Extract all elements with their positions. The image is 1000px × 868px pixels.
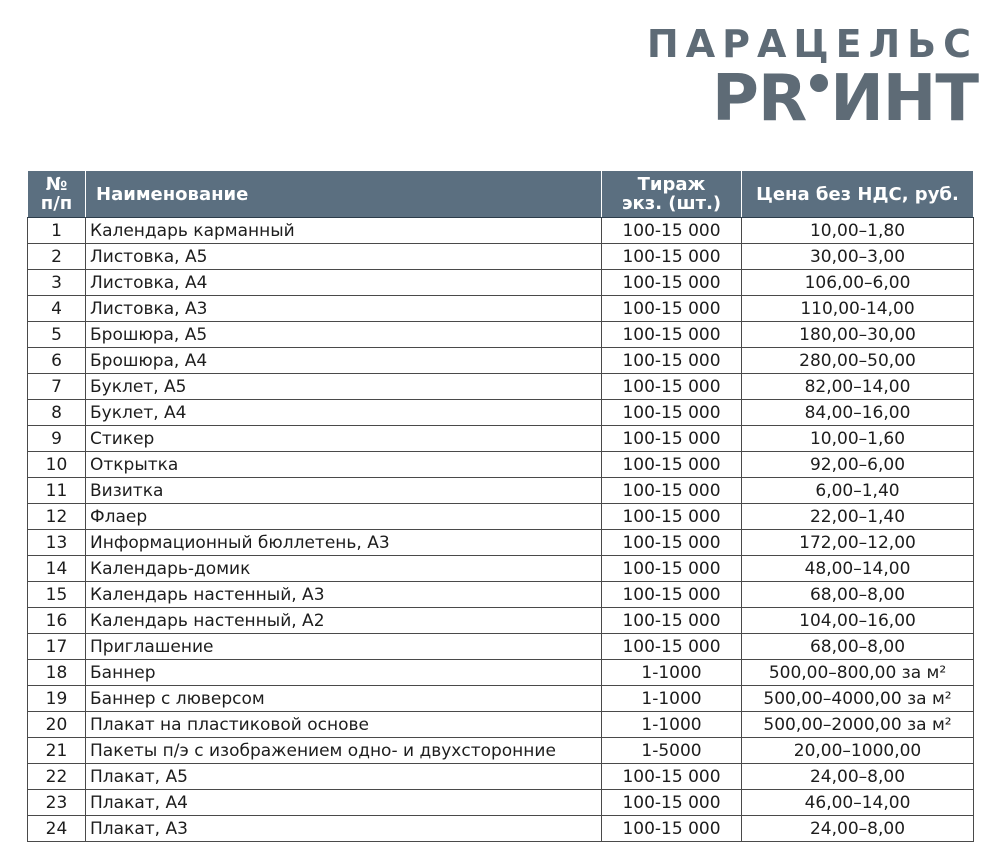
table-row — [28, 582, 974, 608]
row-number: 24 — [28, 816, 86, 842]
row-name: Плакат, А4 — [86, 790, 602, 816]
row-run: 100-15 000 — [602, 764, 742, 790]
row-number: 6 — [28, 348, 86, 374]
row-name: Флаер — [86, 504, 602, 530]
row-number: 21 — [28, 738, 86, 764]
row-run: 100-15 000 — [602, 504, 742, 530]
row-price: 84,00–16,00 — [742, 400, 974, 426]
table-row — [28, 686, 974, 712]
row-price: 24,00–8,00 — [742, 816, 974, 842]
row-name: Листовка, А5 — [86, 244, 602, 270]
logo-top-text: ПАРАЦЕЛЬС — [646, 22, 978, 66]
table-row — [28, 270, 974, 296]
row-number: 16 — [28, 608, 86, 634]
row-name: Информационный бюллетень, А3 — [86, 530, 602, 556]
row-number: 12 — [28, 504, 86, 530]
row-price: 500,00–800,00 за м² — [742, 660, 974, 686]
row-number: 7 — [28, 374, 86, 400]
row-run: 100-15 000 — [602, 348, 742, 374]
row-run: 100-15 000 — [602, 790, 742, 816]
table-row — [28, 218, 974, 244]
row-run: 100-15 000 — [602, 374, 742, 400]
row-price: 180,00–30,00 — [742, 322, 974, 348]
row-run: 1-1000 — [602, 660, 742, 686]
row-run: 100-15 000 — [602, 530, 742, 556]
row-price: 68,00–8,00 — [742, 582, 974, 608]
row-name: Плакат, А3 — [86, 816, 602, 842]
row-run: 100-15 000 — [602, 244, 742, 270]
table-row — [28, 504, 974, 530]
row-name: Плакат на пластиковой основе — [86, 712, 602, 738]
header-num — [28, 171, 86, 218]
row-price: 172,00–12,00 — [742, 530, 974, 556]
row-name: Буклет, А5 — [86, 374, 602, 400]
row-price: 10,00–1,60 — [742, 426, 974, 452]
row-run: 100-15 000 — [602, 270, 742, 296]
table-row — [28, 738, 974, 764]
row-number: 10 — [28, 452, 86, 478]
row-run: 100-15 000 — [602, 426, 742, 452]
table-row — [28, 816, 974, 842]
row-name: Календарь-домик — [86, 556, 602, 582]
row-run: 100-15 000 — [602, 218, 742, 244]
row-price: 20,00–1000,00 — [742, 738, 974, 764]
row-number: 13 — [28, 530, 86, 556]
table-row — [28, 556, 974, 582]
row-number: 23 — [28, 790, 86, 816]
row-number: 5 — [28, 322, 86, 348]
row-run: 100-15 000 — [602, 296, 742, 322]
row-name: Буклет, А4 — [86, 400, 602, 426]
row-run: 100-15 000 — [602, 452, 742, 478]
header-row — [28, 171, 974, 218]
table-row — [28, 322, 974, 348]
header-run-line1: Тираж — [637, 174, 706, 195]
row-number: 20 — [28, 712, 86, 738]
row-name: Визитка — [86, 478, 602, 504]
row-name: Приглашение — [86, 634, 602, 660]
row-price: 280,00–50,00 — [742, 348, 974, 374]
row-number: 18 — [28, 660, 86, 686]
row-name: Открытка — [86, 452, 602, 478]
row-name: Пакеты п/э с изображением одно- и двухсторонние — [86, 738, 602, 764]
table-row — [28, 452, 974, 478]
row-run: 100-15 000 — [602, 322, 742, 348]
row-name: Стикер — [86, 426, 602, 452]
table-row — [28, 790, 974, 816]
logo-pr-text: PR — [712, 62, 807, 136]
row-number: 15 — [28, 582, 86, 608]
row-number: 8 — [28, 400, 86, 426]
row-price: 46,00–14,00 — [742, 790, 974, 816]
row-name: Листовка, А4 — [86, 270, 602, 296]
row-run: 100-15 000 — [602, 816, 742, 842]
table-row — [28, 400, 974, 426]
table-row — [28, 660, 974, 686]
table-row — [28, 348, 974, 374]
row-price: 24,00–8,00 — [742, 764, 974, 790]
logo-bottom-text — [712, 62, 978, 146]
row-name: Брошюра, А5 — [86, 322, 602, 348]
row-number: 11 — [28, 478, 86, 504]
row-name: Брошюра, А4 — [86, 348, 602, 374]
row-name: Листовка, А3 — [86, 296, 602, 322]
row-run: 100-15 000 — [602, 582, 742, 608]
table-row — [28, 634, 974, 660]
row-number: 19 — [28, 686, 86, 712]
header-price: Цена без НДС, руб. — [742, 171, 974, 218]
price-table-header — [28, 171, 974, 218]
row-number: 4 — [28, 296, 86, 322]
row-number: 1 — [28, 218, 86, 244]
row-name: Календарь карманный — [86, 218, 602, 244]
header-name: Наименование — [86, 171, 602, 218]
row-price: 22,00–1,40 — [742, 504, 974, 530]
row-number: 9 — [28, 426, 86, 452]
row-run: 100-15 000 — [602, 634, 742, 660]
table-row — [28, 712, 974, 738]
price-table — [27, 170, 974, 842]
row-number: 2 — [28, 244, 86, 270]
table-row — [28, 244, 974, 270]
row-number: 17 — [28, 634, 86, 660]
header-run-line2: экз. (шт.) — [621, 193, 722, 214]
row-price: 104,00–16,00 — [742, 608, 974, 634]
table-row — [28, 426, 974, 452]
row-price: 110,00-14,00 — [742, 296, 974, 322]
table-row — [28, 530, 974, 556]
table-row — [28, 478, 974, 504]
row-price: 48,00–14,00 — [742, 556, 974, 582]
row-price: 82,00–14,00 — [742, 374, 974, 400]
price-table-body — [28, 218, 974, 842]
row-run: 1-5000 — [602, 738, 742, 764]
row-name: Календарь настенный, А3 — [86, 582, 602, 608]
table-row — [28, 764, 974, 790]
row-price: 30,00–3,00 — [742, 244, 974, 270]
table-row — [28, 608, 974, 634]
row-number: 14 — [28, 556, 86, 582]
row-name: Баннер с люверсом — [86, 686, 602, 712]
logo-int-text: ИНТ — [830, 62, 978, 136]
header-num-line1: № — [45, 174, 68, 195]
logo-dot-icon — [810, 74, 828, 92]
logo — [646, 22, 978, 136]
row-run: 1-1000 — [602, 686, 742, 712]
row-price: 10,00–1,80 — [742, 218, 974, 244]
row-run: 100-15 000 — [602, 608, 742, 634]
row-price: 6,00–1,40 — [742, 478, 974, 504]
row-run: 1-1000 — [602, 712, 742, 738]
row-price: 68,00–8,00 — [742, 634, 974, 660]
header-num-line2: п/п — [40, 193, 73, 214]
row-run: 100-15 000 — [602, 478, 742, 504]
table-row — [28, 374, 974, 400]
row-run: 100-15 000 — [602, 556, 742, 582]
row-name: Плакат, А5 — [86, 764, 602, 790]
table-row — [28, 296, 974, 322]
row-run: 100-15 000 — [602, 400, 742, 426]
row-name: Баннер — [86, 660, 602, 686]
row-number: 3 — [28, 270, 86, 296]
row-number: 22 — [28, 764, 86, 790]
row-price: 92,00–6,00 — [742, 452, 974, 478]
row-name: Календарь настенный, А2 — [86, 608, 602, 634]
row-price: 500,00–2000,00 за м² — [742, 712, 974, 738]
row-price: 500,00–4000,00 за м² — [742, 686, 974, 712]
row-price: 106,00–6,00 — [742, 270, 974, 296]
header-run — [602, 171, 742, 218]
